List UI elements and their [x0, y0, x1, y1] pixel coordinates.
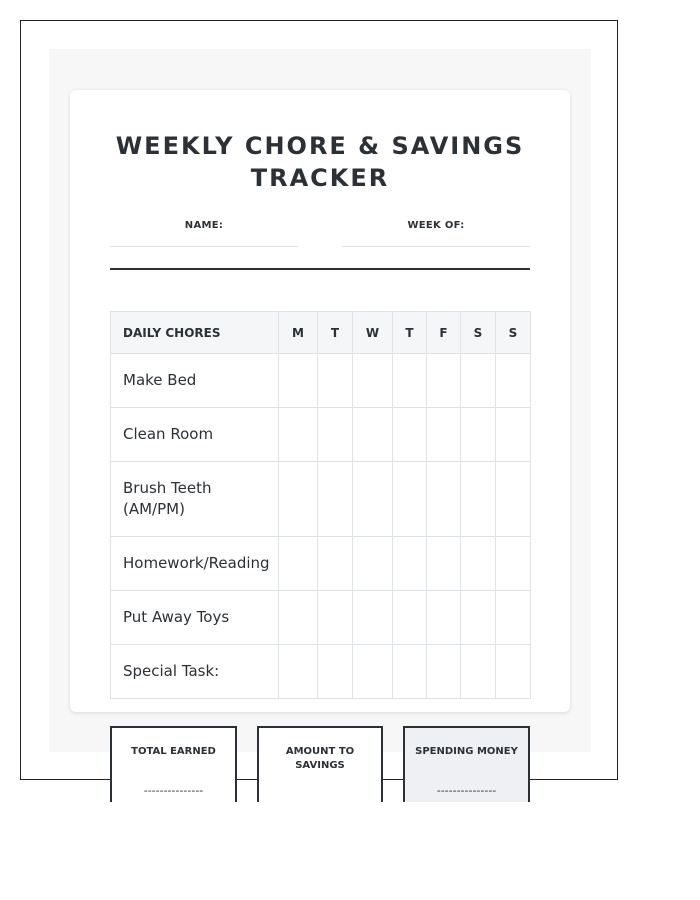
day-header: S	[461, 312, 496, 354]
check-cell[interactable]	[353, 537, 393, 591]
table-row	[111, 537, 531, 591]
check-cell[interactable]	[318, 408, 353, 462]
total-earned-box[interactable]	[110, 726, 237, 802]
check-cell[interactable]	[279, 408, 318, 462]
title-line-2: TRACKER	[250, 164, 390, 192]
week-input-line[interactable]	[342, 246, 530, 247]
day-header: T	[318, 312, 353, 354]
spending-money-placeholder: ---------------	[436, 784, 497, 797]
tracker-card	[70, 90, 570, 712]
check-cell[interactable]	[279, 462, 318, 537]
check-cell[interactable]	[318, 645, 353, 699]
check-cell[interactable]	[353, 408, 393, 462]
check-cell[interactable]	[427, 645, 461, 699]
header-divider	[110, 268, 530, 270]
chore-label: Special Task:	[111, 645, 279, 699]
name-label: NAME:	[184, 220, 224, 231]
spending-money-label: SPENDING MONEY	[415, 746, 518, 757]
check-cell[interactable]	[461, 591, 496, 645]
check-cell[interactable]	[393, 354, 427, 408]
check-cell[interactable]	[461, 408, 496, 462]
day-header: W	[353, 312, 393, 354]
check-cell[interactable]	[353, 591, 393, 645]
check-cell[interactable]	[427, 462, 461, 537]
page-title	[70, 130, 570, 194]
check-cell[interactable]	[496, 645, 531, 699]
check-cell[interactable]	[393, 645, 427, 699]
check-cell[interactable]	[496, 408, 531, 462]
check-cell[interactable]	[461, 645, 496, 699]
day-header: M	[279, 312, 318, 354]
savings-label: AMOUNT TO SAVINGS	[285, 746, 355, 771]
total-earned-placeholder: ---------------	[143, 784, 204, 797]
check-cell[interactable]	[318, 537, 353, 591]
chore-label: Brush Teeth (AM/PM)	[111, 462, 279, 537]
table-row	[111, 645, 531, 699]
check-cell[interactable]	[393, 462, 427, 537]
week-label: WEEK OF:	[407, 220, 465, 231]
check-cell[interactable]	[496, 462, 531, 537]
check-cell[interactable]	[427, 408, 461, 462]
table-row	[111, 591, 531, 645]
table-row	[111, 462, 531, 537]
check-cell[interactable]	[279, 354, 318, 408]
check-cell[interactable]	[318, 591, 353, 645]
chore-table	[110, 311, 531, 699]
title-line-1: WEEKLY CHORE & SAVINGS	[115, 132, 525, 160]
check-cell[interactable]	[353, 354, 393, 408]
check-cell[interactable]	[393, 591, 427, 645]
check-cell[interactable]	[496, 354, 531, 408]
name-input-line[interactable]	[110, 246, 298, 247]
day-header: T	[393, 312, 427, 354]
check-cell[interactable]	[393, 408, 427, 462]
spending-money-box[interactable]	[403, 726, 530, 802]
check-cell[interactable]	[318, 462, 353, 537]
check-cell[interactable]	[461, 462, 496, 537]
day-header: F	[427, 312, 461, 354]
check-cell[interactable]	[393, 537, 427, 591]
check-cell[interactable]	[279, 537, 318, 591]
check-cell[interactable]	[279, 645, 318, 699]
chore-label: Clean Room	[111, 408, 279, 462]
check-cell[interactable]	[318, 354, 353, 408]
chore-label: Homework/Reading	[111, 537, 279, 591]
check-cell[interactable]	[353, 462, 393, 537]
table-row	[111, 354, 531, 408]
table-row	[111, 408, 531, 462]
chore-label: Put Away Toys	[111, 591, 279, 645]
table-header-row	[111, 312, 531, 354]
check-cell[interactable]	[279, 591, 318, 645]
check-cell[interactable]	[353, 645, 393, 699]
check-cell[interactable]	[461, 354, 496, 408]
check-cell[interactable]	[427, 537, 461, 591]
check-cell[interactable]	[496, 537, 531, 591]
check-cell[interactable]	[496, 591, 531, 645]
check-cell[interactable]	[427, 591, 461, 645]
daily-chores-header: DAILY CHORES	[111, 312, 279, 354]
name-field[interactable]	[110, 220, 298, 247]
total-earned-label: TOTAL EARNED	[131, 746, 216, 757]
check-cell[interactable]	[427, 354, 461, 408]
check-cell[interactable]	[461, 537, 496, 591]
savings-box[interactable]	[257, 726, 383, 802]
day-header: S	[496, 312, 531, 354]
week-field[interactable]	[342, 220, 530, 247]
chore-label: Make Bed	[111, 354, 279, 408]
